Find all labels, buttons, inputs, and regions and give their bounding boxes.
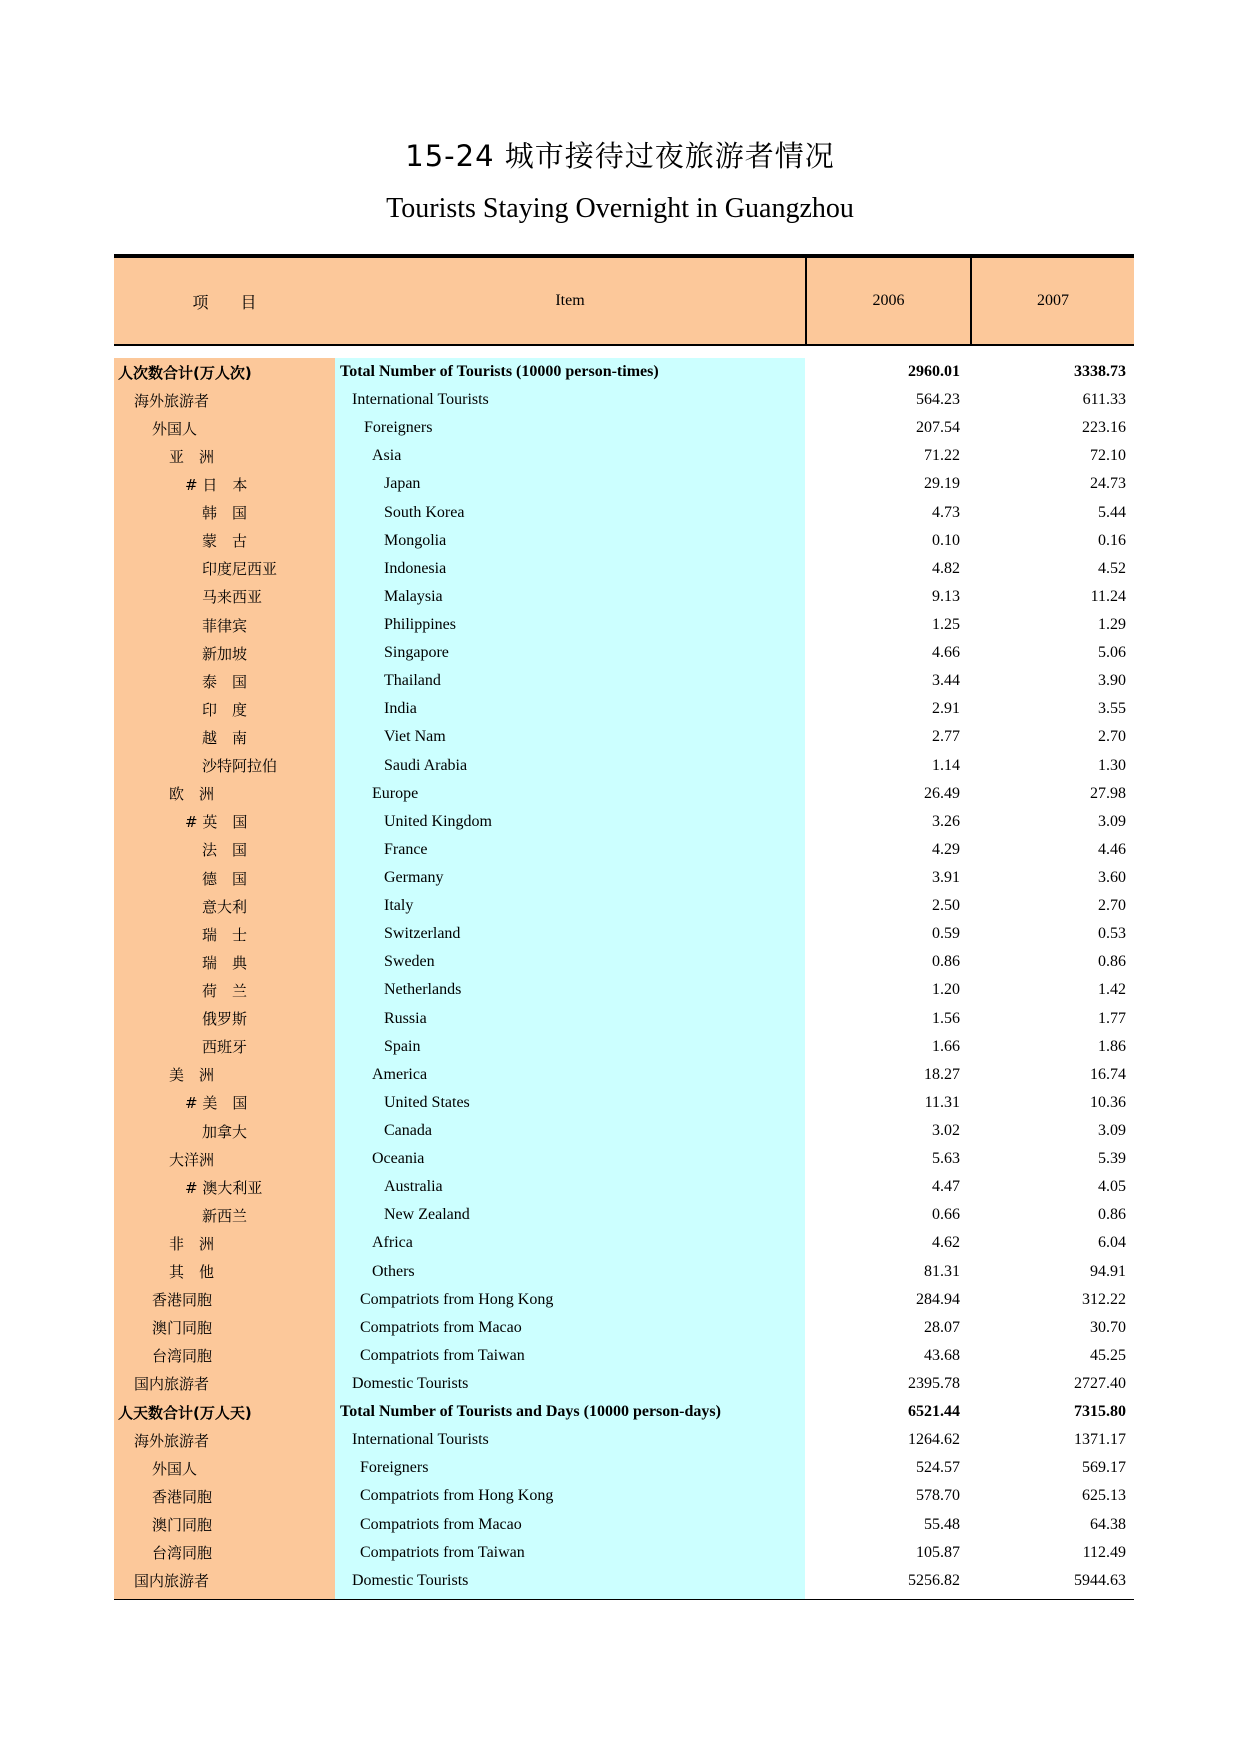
value-2007: 4.52 — [1098, 559, 1126, 577]
value-2006: 3.02 — [932, 1122, 960, 1139]
table-row — [114, 1229, 1134, 1257]
row-label-chinese: 越 南 — [202, 728, 248, 747]
row-label-english: Germany — [384, 869, 444, 887]
header-year-2006: 2006 — [807, 258, 972, 344]
table-row — [114, 1173, 1134, 1201]
row-label-english: Total Number of Tourists and Days (10000 person-days) — [340, 1403, 721, 1421]
value-2006: 524.57 — [916, 1459, 960, 1477]
page-title-english: Tourists Staying Overnight in Guangzhou — [386, 193, 854, 224]
table-row — [114, 1567, 1134, 1595]
table-row — [114, 1454, 1134, 1482]
row-label-english: Singapore — [384, 644, 449, 662]
row-label-chinese: 瑞 典 — [202, 953, 248, 972]
row-label-english: Foreigners — [360, 1459, 429, 1477]
row-label-chinese: 外国人 — [152, 1459, 198, 1478]
table-row — [114, 1539, 1134, 1567]
value-2006: 71.22 — [924, 447, 960, 465]
row-label-chinese: 大洋洲 — [169, 1150, 215, 1169]
page-title-chinese: 15-24 城市接待过夜旅游者情况 — [405, 139, 835, 173]
row-label-chinese: 加拿大 — [202, 1122, 248, 1141]
value-2007: 611.33 — [1082, 391, 1126, 409]
row-label-chinese: 海外旅游者 — [134, 1431, 210, 1450]
value-2006: 4.62 — [932, 1234, 960, 1252]
value-2007: 3.09 — [1098, 812, 1126, 830]
value-2006: 1264.62 — [908, 1431, 960, 1449]
value-2007: 1.86 — [1098, 1037, 1126, 1055]
value-2006: 43.68 — [924, 1346, 960, 1364]
row-label-chinese: 荷 兰 — [202, 981, 248, 1000]
table-row — [114, 1033, 1134, 1061]
row-label-chinese: 国内旅游者 — [134, 1572, 210, 1591]
value-2007: 3.09 — [1098, 1122, 1126, 1139]
row-label-english: Africa — [372, 1234, 413, 1252]
value-2007: 625.13 — [1082, 1487, 1126, 1505]
row-label-chinese: 西班牙 — [202, 1038, 248, 1057]
row-label-english: Total Number of Tourists (10000 person-times) — [340, 363, 659, 381]
value-2007: 1.29 — [1098, 616, 1126, 634]
value-2006: 1.66 — [932, 1037, 960, 1055]
table-row — [114, 1201, 1134, 1229]
table-row — [114, 1145, 1134, 1173]
row-label-english: Canada — [384, 1122, 432, 1139]
row-label-english: Indonesia — [384, 559, 447, 577]
table-row — [114, 470, 1134, 498]
row-label-chinese: 瑞 士 — [202, 925, 248, 944]
table-row — [114, 1482, 1134, 1510]
row-label-english: Oceania — [372, 1150, 425, 1168]
table-row — [114, 527, 1134, 555]
value-2006: 81.31 — [924, 1262, 960, 1280]
value-2007: 11.24 — [1090, 587, 1126, 605]
row-label-english: South Korea — [384, 503, 465, 521]
table-row — [114, 1398, 1134, 1426]
row-label-english: America — [372, 1065, 428, 1083]
value-2007: 10.36 — [1090, 1093, 1126, 1111]
row-label-chinese: # 英 国 — [185, 813, 248, 832]
value-2007: 1.42 — [1098, 981, 1126, 999]
value-2006: 0.10 — [932, 531, 960, 549]
value-2006: 1.56 — [932, 1009, 960, 1027]
value-2007: 24.73 — [1090, 475, 1126, 493]
value-2006: 2960.01 — [908, 363, 960, 381]
value-2006: 4.29 — [932, 840, 960, 858]
value-2006: 4.66 — [932, 644, 960, 662]
value-2007: 5.44 — [1098, 503, 1126, 521]
table-row — [114, 920, 1134, 948]
value-2006: 5256.82 — [908, 1571, 960, 1589]
value-2007: 4.05 — [1098, 1178, 1126, 1196]
value-2007: 64.38 — [1090, 1515, 1126, 1533]
value-2006: 0.86 — [932, 953, 960, 971]
header-item-english: Item — [335, 258, 807, 344]
value-2006: 578.70 — [916, 1487, 960, 1505]
row-label-chinese: # 美 国 — [185, 1094, 248, 1113]
value-2006: 0.66 — [932, 1206, 960, 1224]
table-row — [114, 1286, 1134, 1314]
value-2007: 3.55 — [1098, 700, 1126, 718]
value-2006: 3.26 — [932, 812, 960, 830]
table-row — [114, 1258, 1134, 1286]
table-row — [114, 639, 1134, 667]
value-2007: 5944.63 — [1074, 1571, 1126, 1589]
row-label-chinese: 蒙 古 — [202, 532, 248, 551]
row-label-english: Compatriots from Hong Kong — [360, 1487, 554, 1505]
row-label-english: Foreigners — [364, 419, 433, 437]
row-label-english: Asia — [372, 447, 402, 465]
table-row — [114, 414, 1134, 442]
value-2006: 29.19 — [924, 475, 960, 493]
value-2007: 0.86 — [1098, 953, 1126, 971]
row-label-english: Spain — [384, 1037, 421, 1055]
table-row — [114, 808, 1134, 836]
value-2007: 30.70 — [1090, 1318, 1126, 1336]
row-label-chinese: 韩 国 — [202, 504, 248, 523]
table-row — [114, 499, 1134, 527]
row-label-english: Compatriots from Macao — [360, 1515, 522, 1533]
row-label-english: India — [384, 700, 417, 718]
header-year-2007: 2007 — [1037, 292, 1069, 309]
value-2006: 2.77 — [932, 728, 960, 746]
value-2007: 2.70 — [1098, 728, 1126, 746]
row-label-chinese: 外国人 — [152, 419, 198, 438]
table-row — [114, 780, 1134, 808]
value-2007: 569.17 — [1082, 1459, 1126, 1477]
row-label-english: United States — [384, 1093, 470, 1111]
value-2007: 6.04 — [1098, 1234, 1126, 1252]
value-2007: 7315.80 — [1074, 1403, 1126, 1421]
row-label-chinese: 法 国 — [202, 841, 248, 860]
row-label-chinese: 澳门同胞 — [152, 1319, 213, 1338]
table-row — [114, 695, 1134, 723]
table-row — [114, 611, 1134, 639]
value-2006: 26.49 — [924, 784, 960, 802]
row-label-english: Malaysia — [384, 587, 443, 605]
row-label-english: Compatriots from Taiwan — [360, 1543, 525, 1561]
value-2007: 3338.73 — [1074, 363, 1126, 381]
row-label-english: Mongolia — [384, 531, 447, 549]
table-row — [114, 583, 1134, 611]
value-2006: 18.27 — [924, 1065, 960, 1083]
row-label-chinese: 澳门同胞 — [152, 1516, 213, 1535]
row-label-chinese: 香港同胞 — [152, 1291, 213, 1310]
table-row — [114, 1370, 1134, 1398]
row-label-english: Domestic Tourists — [352, 1374, 469, 1392]
row-label-chinese: 印度尼西亚 — [202, 560, 278, 579]
value-2006: 284.94 — [916, 1290, 960, 1308]
row-label-english: United Kingdom — [384, 812, 492, 830]
value-2007: 5.39 — [1098, 1150, 1126, 1168]
row-label-english: International Tourists — [352, 1431, 489, 1449]
value-2007: 312.22 — [1082, 1290, 1126, 1308]
row-label-english: Domestic Tourists — [352, 1571, 469, 1589]
table-row — [114, 892, 1134, 920]
value-2007: 45.25 — [1090, 1346, 1126, 1364]
row-label-chinese: # 日 本 — [185, 475, 248, 494]
row-label-english: Compatriots from Macao — [360, 1318, 522, 1336]
row-label-chinese: 其 他 — [169, 1263, 215, 1282]
row-label-english: Netherlands — [384, 981, 462, 999]
row-label-english: Russia — [384, 1009, 427, 1027]
row-label-english: Europe — [372, 784, 419, 802]
row-label-english: Others — [372, 1262, 415, 1280]
row-label-chinese: 菲律宾 — [202, 616, 248, 635]
header-item-chinese: 项 目 — [192, 292, 257, 312]
table-body — [114, 358, 1134, 1600]
row-label-chinese: 人次数合计(万人次) — [118, 363, 252, 382]
value-2007: 1.30 — [1098, 756, 1126, 774]
value-2006: 2.50 — [932, 897, 960, 915]
row-label-chinese: 人天数合计(万人天) — [118, 1403, 252, 1422]
value-2006: 55.48 — [924, 1515, 960, 1533]
row-label-english: Italy — [384, 897, 414, 915]
table-row — [114, 1061, 1134, 1089]
row-label-english: Philippines — [384, 616, 457, 634]
row-label-chinese: 俄罗斯 — [202, 1010, 248, 1029]
value-2006: 1.20 — [932, 981, 960, 999]
row-label-english: International Tourists — [352, 391, 489, 409]
tourists-table — [114, 254, 1134, 1600]
row-label-english: Viet Nam — [384, 728, 446, 746]
value-2006: 105.87 — [916, 1543, 960, 1561]
value-2007: 3.60 — [1098, 869, 1126, 887]
value-2006: 9.13 — [932, 587, 960, 605]
value-2007: 3.90 — [1098, 672, 1126, 690]
value-2006: 2.91 — [932, 700, 960, 718]
row-label-chinese: 海外旅游者 — [134, 391, 210, 410]
row-label-chinese: 美 洲 — [169, 1066, 215, 1085]
row-label-english: Sweden — [384, 953, 435, 971]
row-label-chinese: 国内旅游者 — [134, 1375, 210, 1394]
value-2007: 2.70 — [1098, 897, 1126, 915]
value-2006: 4.47 — [932, 1178, 960, 1196]
row-label-chinese: 意大利 — [202, 897, 248, 916]
row-label-english: Compatriots from Taiwan — [360, 1346, 525, 1364]
table-row — [114, 555, 1134, 583]
table-row — [114, 1117, 1134, 1145]
table-row — [114, 976, 1134, 1004]
table-row — [114, 752, 1134, 780]
value-2006: 1.25 — [932, 616, 960, 634]
row-label-english: New Zealand — [384, 1206, 470, 1224]
row-label-chinese: 香港同胞 — [152, 1487, 213, 1506]
value-2007: 4.46 — [1098, 840, 1126, 858]
value-2007: 1371.17 — [1074, 1431, 1126, 1449]
row-label-chinese: # 澳大利亚 — [185, 1178, 263, 1197]
row-label-chinese: 沙特阿拉伯 — [202, 757, 278, 776]
row-label-english: Australia — [384, 1178, 443, 1196]
table-row — [114, 358, 1134, 386]
row-label-english: Japan — [384, 475, 421, 493]
table-header — [114, 254, 1134, 346]
table-row — [114, 1342, 1134, 1370]
value-2007: 223.16 — [1082, 419, 1126, 437]
value-2007: 112.49 — [1082, 1543, 1126, 1561]
row-label-chinese: 非 洲 — [169, 1234, 215, 1253]
table-row — [114, 442, 1134, 470]
value-2006: 28.07 — [924, 1318, 960, 1336]
value-2006: 3.44 — [932, 672, 960, 690]
row-label-chinese: 泰 国 — [202, 672, 248, 691]
table-row — [114, 1314, 1134, 1342]
value-2007: 0.86 — [1098, 1206, 1126, 1224]
row-label-english: Thailand — [384, 672, 441, 690]
value-2006: 3.91 — [932, 869, 960, 887]
value-2006: 4.73 — [932, 503, 960, 521]
row-label-chinese: 马来西亚 — [202, 588, 263, 607]
value-2007: 0.53 — [1098, 925, 1126, 943]
row-label-chinese: 欧 洲 — [169, 785, 215, 804]
value-2006: 564.23 — [916, 391, 960, 409]
row-label-chinese: 新西兰 — [202, 1206, 248, 1225]
table-row — [114, 864, 1134, 892]
row-label-chinese: 印 度 — [202, 700, 248, 719]
value-2007: 5.06 — [1098, 644, 1126, 662]
table-row — [114, 836, 1134, 864]
value-2006: 1.14 — [932, 756, 960, 774]
table-row — [114, 386, 1134, 414]
value-2006: 207.54 — [916, 419, 960, 437]
row-label-english: Switzerland — [384, 925, 461, 943]
value-2006: 2395.78 — [908, 1374, 960, 1392]
value-2006: 4.82 — [932, 559, 960, 577]
value-2006: 6521.44 — [908, 1403, 960, 1421]
table-row — [114, 667, 1134, 695]
row-label-english: Compatriots from Hong Kong — [360, 1290, 554, 1308]
table-row — [114, 723, 1134, 751]
row-label-chinese: 台湾同胞 — [152, 1544, 213, 1563]
value-2007: 72.10 — [1090, 447, 1126, 465]
value-2007: 2727.40 — [1074, 1374, 1126, 1392]
table-row — [114, 1005, 1134, 1033]
value-2007: 0.16 — [1098, 531, 1126, 549]
table-row — [114, 1089, 1134, 1117]
row-label-chinese: 新加坡 — [202, 644, 248, 663]
row-label-english: France — [384, 840, 428, 858]
table-row — [114, 948, 1134, 976]
row-label-chinese: 亚 洲 — [169, 447, 215, 466]
table-row — [114, 1426, 1134, 1454]
value-2006: 5.63 — [932, 1150, 960, 1168]
value-2007: 16.74 — [1090, 1065, 1126, 1083]
table-row — [114, 1510, 1134, 1538]
value-2007: 94.91 — [1090, 1262, 1126, 1280]
value-2006: 0.59 — [932, 925, 960, 943]
row-label-chinese: 台湾同胞 — [152, 1347, 213, 1366]
value-2007: 27.98 — [1090, 784, 1126, 802]
value-2006: 11.31 — [924, 1093, 960, 1111]
row-label-english: Saudi Arabia — [384, 756, 468, 774]
row-label-chinese: 德 国 — [202, 869, 248, 888]
value-2007: 1.77 — [1098, 1009, 1126, 1027]
